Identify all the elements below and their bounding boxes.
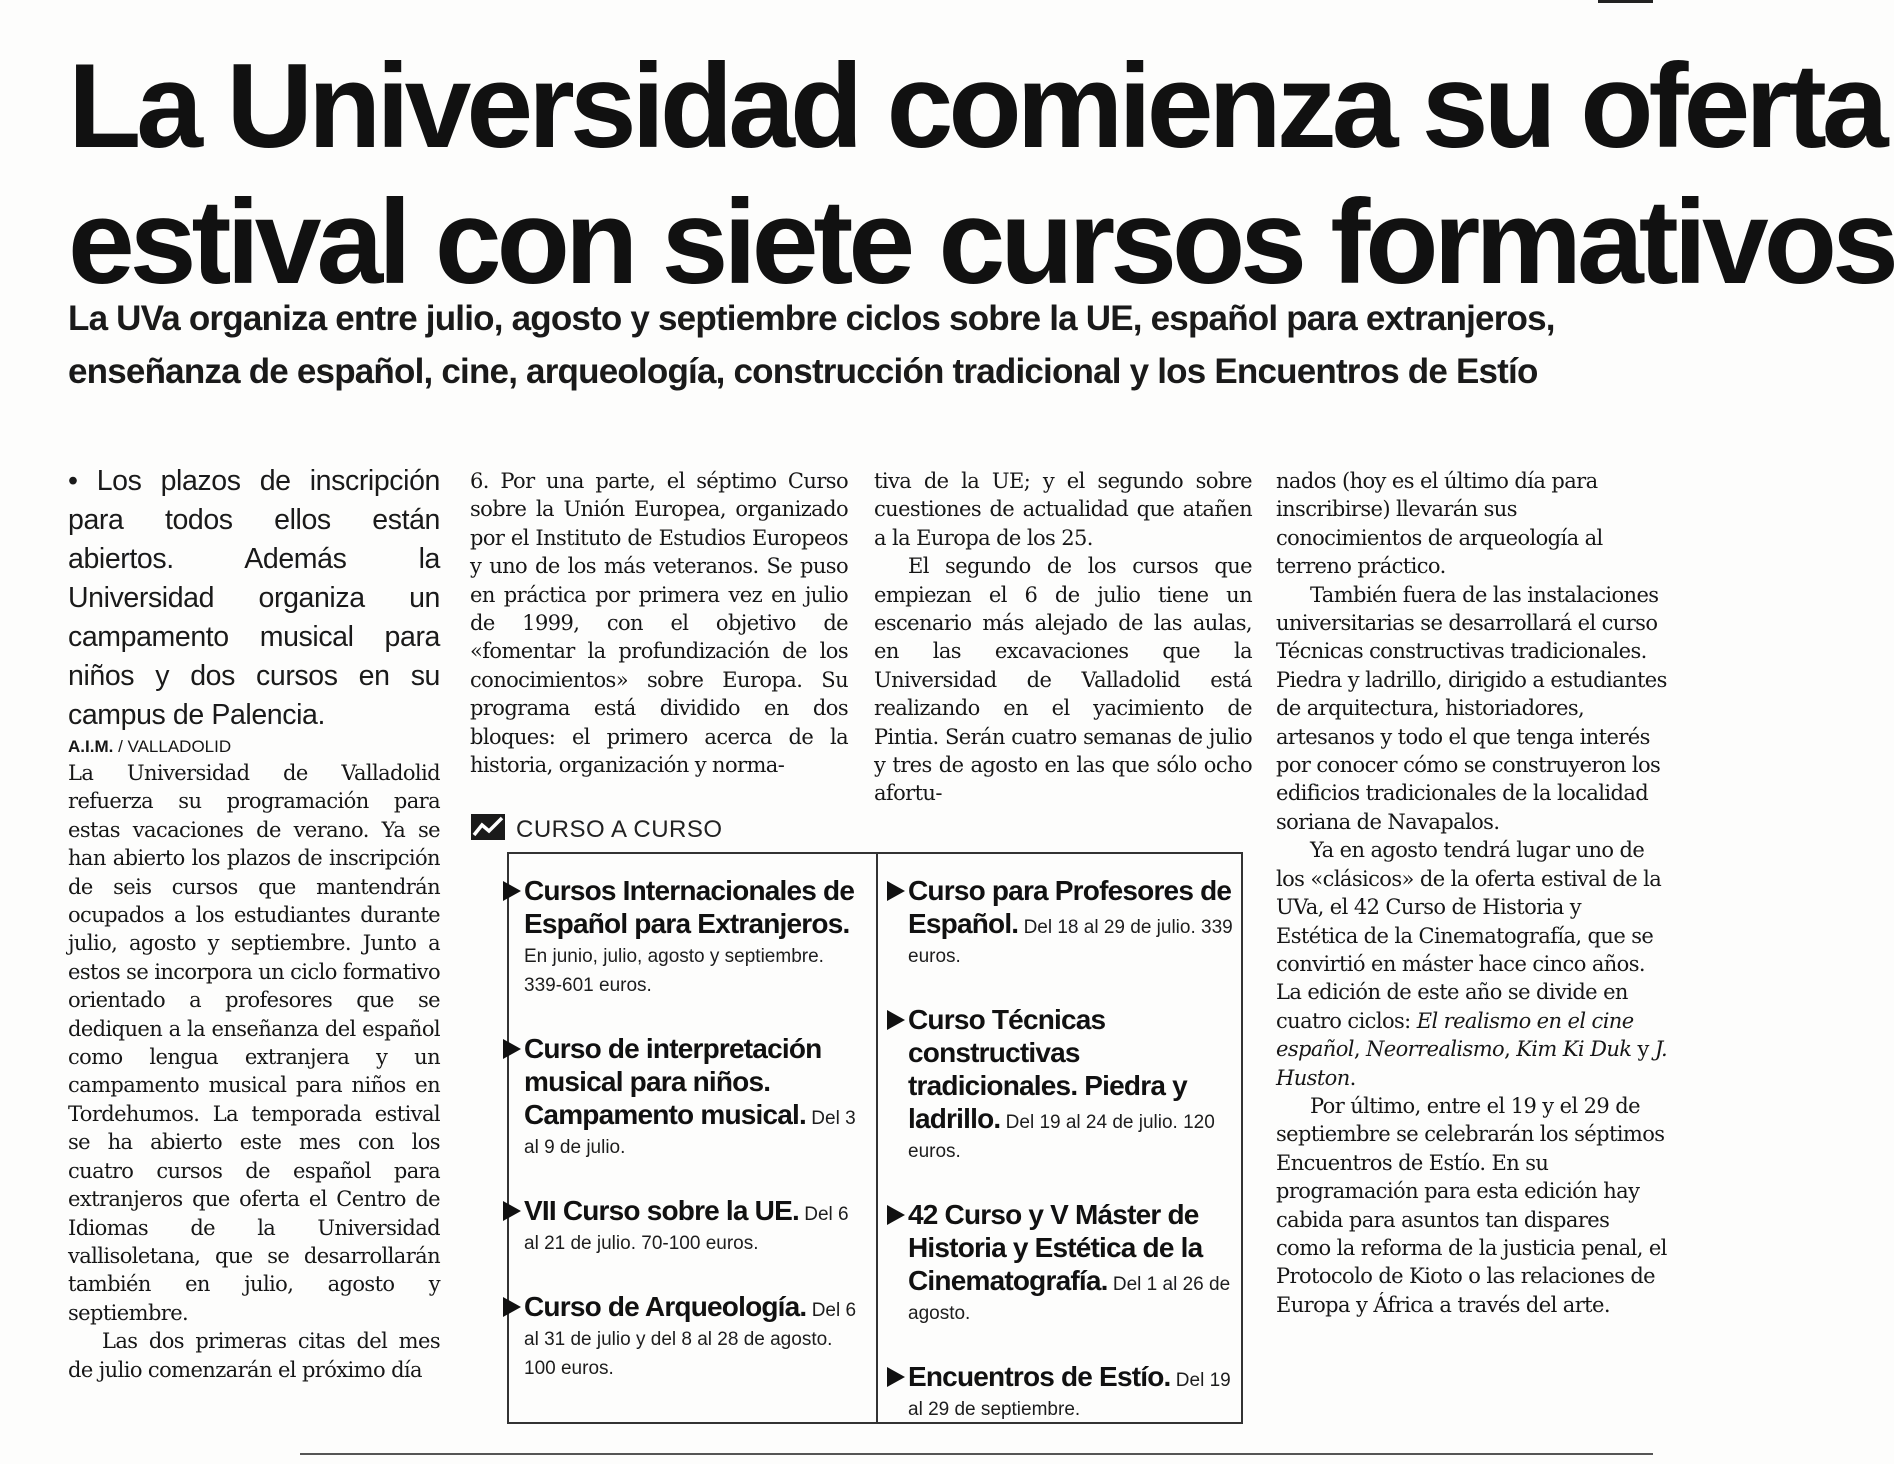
lead-summary: • Los plazos de inscripción para todos ellos están abiertos. Además la Universidad organiza un campamento musical para niños y dos cursos en su campus de Palencia. [68, 465, 440, 731]
course-title: VII Curso sobre la UE. [524, 1195, 799, 1226]
course-title: Curso de Arqueología. [524, 1291, 807, 1322]
course-title: Cursos Internacionales de Español para Extranjeros. [524, 875, 855, 939]
course-list-right [887, 876, 1242, 1458]
course-details: Del 6 al 31 de julio y del 8 al 28 de agosto. 100 euros. [524, 1300, 857, 1379]
headline [68, 38, 1894, 310]
triangle-arrow-icon [887, 881, 905, 901]
course-title: Curso Técnicas constructivas tradicionales. Piedra y ladrillo. [908, 1004, 1187, 1134]
triangle-arrow-icon [503, 1201, 521, 1221]
course-details: En junio, julio, agosto y septiembre. 339-601 euros. [524, 946, 824, 996]
column-4-paragraph-1: nados (hoy es el último día para inscribirse) llevarán sus conocimientos de arqueología al terreno práctico. [1276, 469, 1603, 579]
course-details: Del 19 al 24 de julio. 120 euros. [908, 1112, 1215, 1162]
subheadline-line-1: La UVa organiza entre julio, agosto y septiembre ciclos sobre la UE, español para extranjeros, [68, 299, 1555, 338]
course-title: Curso para Profesores de Español. [908, 875, 1232, 939]
separator: , [1504, 1037, 1517, 1062]
course-details: Del 18 al 29 de julio. 339 euros. [908, 917, 1233, 967]
course-item [887, 1362, 1242, 1424]
course-box-header [470, 812, 1248, 848]
course-details: Del 3 al 9 de julio. [524, 1108, 856, 1158]
course-box-title: CURSO A CURSO [516, 816, 723, 843]
cycle-title-1: El realismo en el cine español [1276, 1008, 1634, 1062]
triangle-arrow-icon [503, 1039, 521, 1059]
course-details: Del 6 al 21 de julio. 70-100 euros. [524, 1204, 849, 1254]
column-4-paragraph-2: También fuera de las instalaciones universitarias se desarrollará el curso Técnicas constructivas tradicionales. Piedra y ladrillo, dirigido a estudiantes de arquitectura, historiadores, artesanos y todo el que tenga interés por conocer cómo se construyeron los edificios tradicionales de la localidad soriana de Navapalos. [1276, 582, 1667, 834]
separator: . [1349, 1065, 1356, 1090]
triangle-arrow-icon [887, 1010, 905, 1030]
column-4-paragraph-4: Por último, entre el 19 y el 29 de septiembre se celebrarán los séptimos Encuentros de Estío. En su programación para esta edición hay cabida para asuntos tan dispares como la reforma de la justicia penal, el Protocolo de Kioto o las relaciones de Europa y África a través del arte. [1276, 1093, 1667, 1317]
headline-line-2: estival con siete cursos formativos [68, 175, 1894, 309]
column-3-paragraph-2: El segundo de los cursos que empiezan el 6 de julio tiene un escenario más alejado de las aulas, en las excavaciones que la Universidad de Valladolid está realizando en el yacimiento de Pintia. Serán cuatro semanas de julio y tres de agosto en las que sólo ocho afortu- [874, 554, 1252, 806]
course-box-divider [876, 854, 878, 1422]
top-rule [1598, 0, 1653, 3]
course-item [503, 1292, 863, 1383]
bottom-rule [300, 1453, 1653, 1455]
course-item [503, 1034, 863, 1162]
column-4-paragraph-3-text: Ya en agosto tendrá lugar uno de los «clásicos» de la oferta estival de la UVa, el 42 Curso de Historia y Estética de la Cinematografía, que se convirtió en máster hace cinco años. La edición de este año se divide en cuatro ciclos: [1276, 838, 1662, 1033]
separator: , [1353, 1037, 1367, 1062]
course-details: Del 19 al 29 de septiembre. [908, 1370, 1231, 1420]
triangle-arrow-icon [887, 1205, 905, 1225]
byline [68, 735, 440, 759]
course-title: 42 Curso y V Máster de Historia y Estética de la Cinematografía. [908, 1199, 1203, 1296]
course-item [503, 1196, 863, 1258]
column-2-paragraph-1: 6. Por una parte, el séptimo Curso sobre la Unión Europea, organizado por el Instituto de Estudios Europeos y uno de los más veteranos. Se puso en práctica por primera vez en julio de 1999, con el objetivo de «fomentar la profundización de los conocimientos» sobre Europa. Su programa está dividido en dos bloques: el primero acerca de la historia, organización y norma- [470, 469, 848, 778]
course-item [887, 876, 1242, 971]
cycle-title-2: Neorrealismo [1366, 1037, 1505, 1062]
column-1-paragraph-1: La Universidad de Valladolid refuerza su programación para estas vacaciones de verano. Ya se han abierto los plazos de inscripción de seis cursos que mantendrán ocupados a los estudiantes durante julio, agosto y septiembre. Junto a estos se incorpora un ciclo formativo orientado a profesores que se dediquen a la enseñanza del español como lengua extranjera y un campamento musical para niños en Tordehumos. La temporada estival se ha abierto este mes con los cuatro cursos de español para extranjeros que oferta el Centro de Idiomas de la Universidad vallisoletana, que se desarrollarán también en julio, agosto y septiembre. [68, 761, 440, 1325]
column-1-paragraph-2: Las dos primeras citas del mes de julio comenzarán el próximo día [68, 1329, 440, 1382]
course-box [507, 852, 1243, 1424]
separator: y [1631, 1037, 1655, 1062]
byline-location: / VALLADOLID [113, 737, 232, 756]
course-title: Curso de interpretación musical para niños. Campamento musical. [524, 1033, 822, 1130]
article-column-3 [874, 467, 1252, 808]
triangle-arrow-icon [503, 881, 521, 901]
byline-author: A.I.M. [68, 737, 114, 756]
column-3-paragraph-1: tiva de la UE; y el segundo sobre cuestiones de actualidad que atañen a la Europa de los 25. [874, 469, 1252, 550]
course-details: Del 1 al 26 de agosto. [908, 1274, 1231, 1324]
column-4-paragraph-3 [1276, 836, 1668, 1092]
trend-chart-icon [470, 813, 506, 848]
subheadline-line-2: enseñanza de español, cine, arqueología, construcción tradicional y los Encuentros de Estío [68, 352, 1538, 391]
headline-line-1: La Universidad comienza su oferta [68, 39, 1884, 173]
triangle-arrow-icon [887, 1367, 905, 1387]
course-item [887, 1200, 1242, 1328]
course-list-left [503, 876, 863, 1417]
subheadline [68, 292, 1653, 398]
article-column-2 [470, 467, 848, 779]
course-item [503, 876, 863, 1000]
cycle-title-4: J. Huston [1276, 1037, 1668, 1090]
article-column-1 [68, 462, 440, 1384]
triangle-arrow-icon [503, 1297, 521, 1317]
article-column-4 [1276, 467, 1668, 1319]
course-title: Encuentros de Estío. [908, 1361, 1171, 1392]
cycle-title-3: Kim Ki Duk [1516, 1037, 1632, 1062]
course-item [887, 1005, 1242, 1166]
